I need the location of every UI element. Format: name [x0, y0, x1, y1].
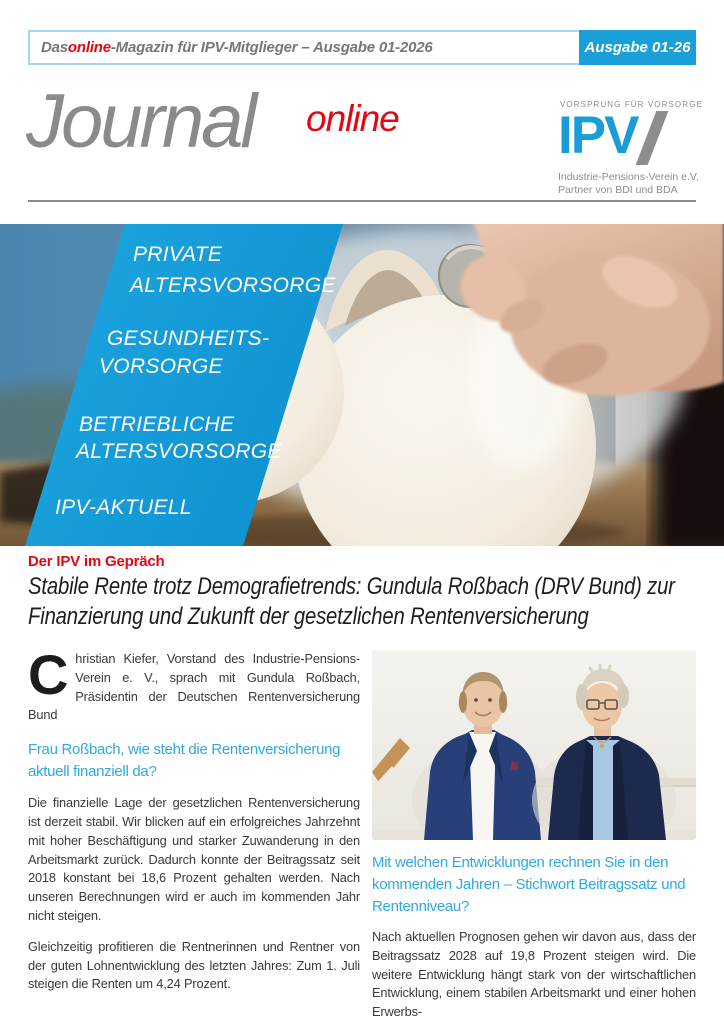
logo-tagline: VORSPRUNG FÜR VORSORGE: [560, 100, 703, 109]
logo-slash-icon: [636, 111, 669, 165]
article-intro-text: hristian Kiefer, Vorstand des Industrie-Pensions-Verein e. V., sprach mit Gundula Roßbach, Präsidentin der Deutschen Rentenversicherung Bund: [28, 651, 360, 723]
magazine-title-edition: online: [306, 98, 399, 139]
ipv-logo: [558, 100, 703, 197]
article-headline: Stabile Rente trotz Demografietrends: Gundula Roßbach (DRV Bund) zur Finanzierung und Zukunft der gesetzlichen Rentenversicherung: [28, 573, 675, 630]
interview-photo-illustration: [372, 650, 696, 840]
hero-banner-line: VORSORGE: [99, 355, 223, 378]
article-column-left: [28, 643, 360, 994]
interview-question-1: Frau Roßbach, wie steht die Rentenversicherung aktuell finanziell da?: [28, 741, 341, 781]
logo-org-line2: Partner von BDI und BDA: [558, 184, 678, 196]
issue-bar-text: [30, 32, 579, 63]
interview-answer-1-p1: Die finanzielle Lage der gesetzlichen Rentenversicherung ist derzeit stabil. Wir blicken auf ein erfolgreiches Jahrzehnt mit hoher Beschäftigung und starker Zuwanderung in den Arbeitsmarkt zurück. Dadurch konnte der Beitragssatz seit 2018 konstant bei 18,6 Prozent gehalten werden. Nach unseren Berechnungen wird er auch im kommenden Jahr nicht steigen.: [28, 795, 360, 923]
interview-answer-1-p2: Gleichzeitig profitieren die Rentnerinnen und Rentner von der guten Lohnentwicklung des letzten Jahres: Zum 1. Juli steigen die Renten um 4,24 Prozent.: [28, 938, 360, 992]
article-intro: [28, 643, 360, 725]
interview-question-2: Mit welchen Entwicklungen rechnen Sie in den kommenden Jahren – Stichwort Beitragssatz und Rentenniveau?: [372, 854, 686, 915]
interview-answer-2-p1: Nach aktuellen Prognosen gehen wir davon aus, dass der Beitragssatz 2028 auf 19,8 Prozent steigen wird. Die weitere Entwicklung hängt stark von der wirtschaftlichen Entwicklung, einem stabilen Arbeitsmarkt und einer hohen Erwerbs-: [372, 929, 696, 1020]
issue-badge: Ausgabe 01-26: [579, 30, 696, 65]
hero-banner: [0, 224, 724, 546]
hero-section: [0, 224, 724, 546]
article-kicker: Der IPV im Gepräch: [28, 553, 165, 570]
logo-acronym: IPV: [558, 106, 638, 165]
hero-banner-line: ALTERSVORSORGE: [130, 274, 336, 297]
article-column-right: [372, 650, 696, 1022]
issue-bar-highlight: online: [67, 39, 111, 56]
issue-bar: [28, 30, 696, 65]
hero-banner-line: PRIVATE: [133, 243, 223, 266]
interview-photo: [372, 650, 696, 840]
drop-cap: C: [28, 643, 69, 706]
issue-bar-prefix: Das: [41, 39, 68, 56]
issue-bar-suffix: -Magazin für IPV-Mitglieger – Ausgabe 01-2026: [110, 39, 433, 56]
hero-banner-line: BETRIEBLICHE: [79, 413, 235, 436]
logo-org-line1: Industrie-Pensions-Verein e.V.: [558, 171, 699, 183]
hero-banner-line: GESUNDHEITS-: [107, 327, 270, 350]
hero-banner-line: IPV-AKTUELL: [55, 496, 192, 519]
magazine-title: Journal: [26, 79, 255, 164]
hero-banner-line: ALTERSVORSORGE: [76, 440, 282, 463]
masthead-divider: [28, 200, 696, 202]
